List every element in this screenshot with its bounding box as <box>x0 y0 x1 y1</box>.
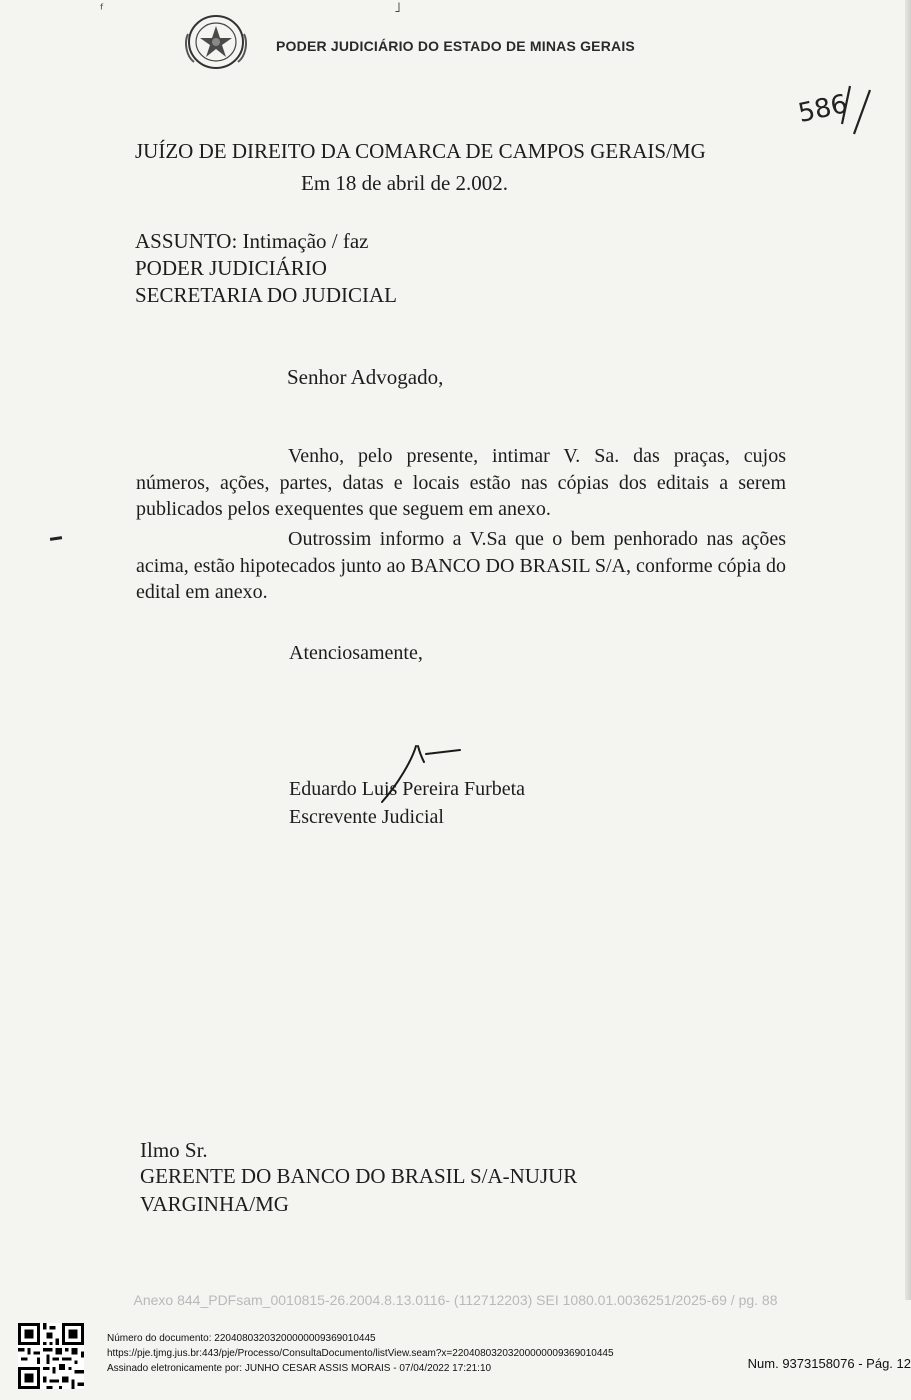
institution-header: PODER JUDICIÁRIO DO ESTADO DE MINAS GERAIS <box>276 38 635 54</box>
state-coat-of-arms-icon <box>182 12 250 72</box>
subject-line: ASSUNTO: Intimação / faz <box>135 229 369 253</box>
recipient-name: GERENTE DO BANCO DO BRASIL S/A-NUJUR <box>140 1164 578 1188</box>
svg-text:586: 586 <box>795 89 851 129</box>
body-paragraph <box>136 526 786 606</box>
recipient-salutation: Ilmo Sr. <box>140 1138 208 1162</box>
document-url[interactable]: https://pje.tjmg.jus.br:443/pje/Processo/ConsultaDocumento/listView.seam?x=22040803203200000009369010445 <box>107 1348 614 1359</box>
signed-by: Assinado eletronicamente por: JUNHO CESAR ASSIS MORAIS - 07/04/2022 17:21:10 <box>107 1363 492 1374</box>
page-reference: Num. 9373158076 - Pág. 12 <box>747 1356 911 1371</box>
letter-date: Em 18 de abril de 2.002. <box>301 171 509 195</box>
electronic-signature-info <box>107 1331 614 1376</box>
document-stamp: Anexo 844_PDFsam_0010815-26.2004.8.13.0116- (112712203) SEI 1080.01.0036251/2025-69 / pg. 88 <box>133 1292 778 1308</box>
document-number: Número do documento: 22040803203200000009369010445 <box>107 1333 376 1344</box>
department-line: SECRETARIA DO JUDICIAL <box>135 283 397 307</box>
recipient-city: VARGINHA/MG <box>140 1192 289 1216</box>
salutation: Senhor Advogado, <box>287 365 444 389</box>
scan-mark: ˩ <box>394 0 401 16</box>
paragraph-text: Outrossim informo a V.Sa que o bem penhorado nas ações acima, estão hipotecados junto ao BANCO DO BRASIL S/A, conforme cópia do edital em anexo. <box>136 528 786 603</box>
court-name: JUÍZO DE DIREITO DA COMARCA DE CAMPOS GERAIS/MG <box>135 139 706 163</box>
body-paragraph <box>136 443 786 523</box>
scan-mark: ᶠ <box>100 2 105 18</box>
closing: Atenciosamente, <box>289 642 423 664</box>
paragraph-text: Venho, pelo presente, intimar V. Sa. das praças, cujos números, ações, partes, datas e locais estão nas cópias dos editais a serem publicados pelos exequentes que seguem em anexo. <box>136 445 786 520</box>
organization-line: PODER JUDICIÁRIO <box>135 256 327 280</box>
signer-role: Escrevente Judicial <box>289 806 444 828</box>
scan-edge <box>905 0 911 1300</box>
handwritten-page-number <box>788 68 888 138</box>
qr-code-icon[interactable] <box>18 1323 84 1389</box>
signer-name: Eduardo Luis Pereira Furbeta <box>289 778 526 800</box>
margin-mark <box>50 536 62 541</box>
